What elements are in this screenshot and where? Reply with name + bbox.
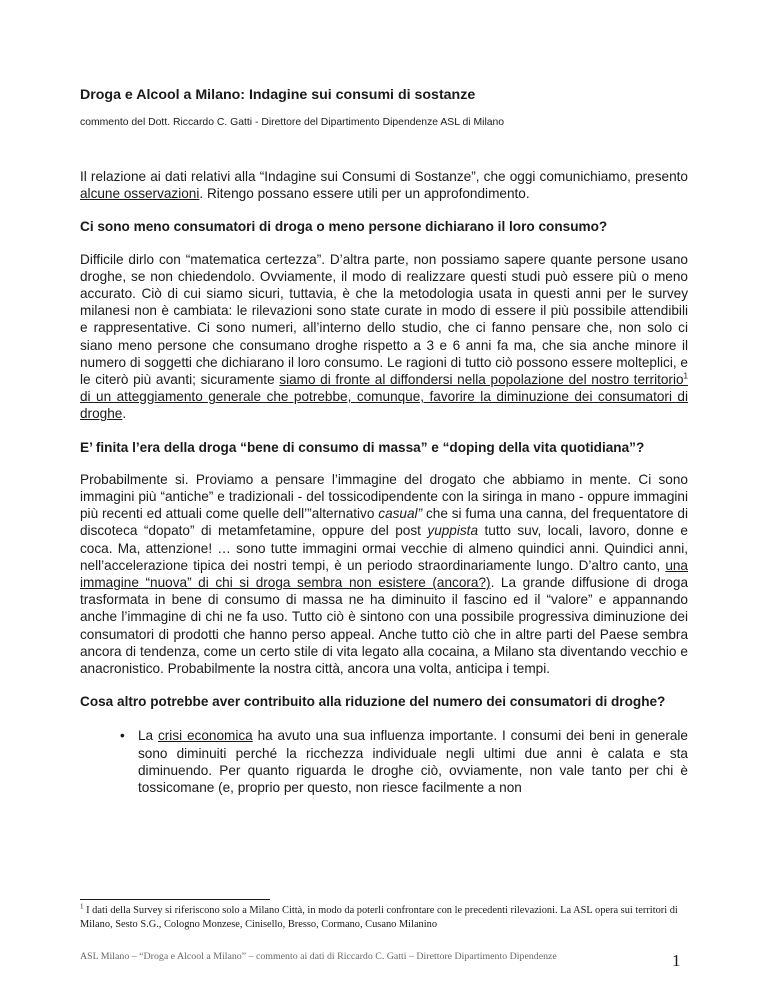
section1-underlined-part-b: di un atteggiamento generale che potrebbe, comunque, favorire la diminuzione dei consumatori di droghe xyxy=(80,389,688,422)
section2-text-b: che si fuma una canna, del frequentatore di discoteca “dopato” di metamfetamine, oppure del post xyxy=(80,506,688,539)
footnote-number: 1 xyxy=(80,902,84,911)
footnote xyxy=(80,904,692,931)
section2-heading: E’ finita l’era della droga “bene di consumo di massa” e “doping della vita quotidiana”? xyxy=(80,439,645,455)
section2-underlined-text: una immagine “nuova” di chi si droga sembra non esistere (ancora?) xyxy=(80,557,688,591)
section2-italic-casual: casual” xyxy=(378,506,423,522)
section1-underlined-part-a: siamo di fronte al diffondersi nella popolazione del nostro territorio xyxy=(279,372,684,388)
page-number: 1 xyxy=(672,951,681,970)
section2-paragraph xyxy=(80,471,688,677)
section1-heading: Ci sono meno consumatori di droga o meno persone dichiarano il loro consumo? xyxy=(80,219,608,235)
bullet1-text: ha avuto una sua influenza importante. I consumi dei beni in generale sono diminuiti perché la ricchezza individuale negli ultimi due anni è calata e sta diminuendo. Per quanto riguarda le droghe ciò, ovviamente, non vale tanto per chi è tossicomane (e, proprio per questo, non riesce facilmente a non xyxy=(138,728,688,796)
document-subtitle: commento del Dott. Riccardo C. Gatti - Direttore del Dipartimento Dipendenze ASL di Milano xyxy=(80,117,505,128)
section1-text: Difficile dirlo con “matematica certezza”. D’altra parte, non possiamo sapere quante persone usano droghe, se non chiedendolo. Ovviamente, il modo di realizzare questi studi può essere più o meno accurato. Ciò di cui siamo sicuri, tuttavia, è che la metodologia usata in questi anni per le survey milanesi non è cambiata: le rilevazioni sono state curate in modo di essere il più possibile attendibili e rappresentative. Ci sono numeri, all’interno dello studio, che ci fanno pensare che, non solo ci siano meno persone che consumano droghe rispetto a 3 e 6 anni fa ma, che sia anche minore il numero di soggetti che dichiarano il loro consumo. Le ragioni di tutto ciò possono essere molteplici, e le citerò più avanti; sicuramente xyxy=(80,251,688,388)
section3-bullet-list xyxy=(80,727,688,796)
list-item xyxy=(120,727,688,796)
bullet1-text-pre: La xyxy=(138,728,158,744)
section2-italic-yuppista: yuppista xyxy=(427,523,479,539)
section2-text-d: . La grande diffusione di droga trasformata in bene di consumo di massa ne ha diminuito il fascino ed il “valore” e appannando anche l’immagine di chi ne fa uso. Tutto ciò è sintono con una possibile progressiva diminuzione dei consumatori di prodotti che hanno perso appeal. Anche tutto ciò che in altre parti del Paese sembra ancora di tendenza, come un certo stile di vita legato alla cocaina, a Milano sta diventando vecchio e anacronistico. Probabilmente la nostra città, ancora una volta, anticipa i tempi. xyxy=(80,575,688,677)
document-title: Droga e Alcool a Milano: Indagine sui consumi di sostanze xyxy=(80,87,476,103)
intro-text-end: . Ritengo possano essere utili per un approfondimento. xyxy=(199,186,530,202)
section2-text-a: Probabilmente si. Proviamo a pensare l’immagine del drogato che abbiamo in mente. Ci sono immagini più “antiche” e tradizionali - del tossicodipendente con la siringa in mano - oppure immagini più recenti ed attuali come quelle dell’”alternativo xyxy=(80,471,688,522)
page-footer: ASL Milano – “Droga e Alcool a Milano” – commento ai dati di Riccardo C. Gatti – Direttore Dipartimento Dipendenze xyxy=(80,951,557,962)
intro-underlined-text: alcune osservazioni xyxy=(80,186,200,202)
section1-text-end: . xyxy=(122,406,127,422)
intro-paragraph xyxy=(80,168,688,202)
section1-paragraph xyxy=(80,251,688,423)
section2-text-c: tutto suv, locali, lavoro, donne e coca. Ma, attenzione! … sono tutte immagini ormai vecchie di almeno quindici anni. Quindici anni, nell’accelerazione tipica dei nostri tempi, è un periodo straordinariamente lungo. D’altro canto, xyxy=(80,523,688,573)
document-body xyxy=(80,86,688,796)
intro-text: Il relazione ai dati relativi alla “Indagine sui Consumi di Sostanze”, che oggi comunichiamo, presento xyxy=(80,169,688,184)
bullet1-underlined-text: crisi economica xyxy=(157,728,253,744)
footnote-divider xyxy=(80,899,270,900)
footnote-text: I dati della Survey si riferiscono solo a Milano Città, in modo da poterli confrontare con le precedenti rilevazioni. La ASL opera sui territori di Milano, Sesto S.G., Cologno Monzese, Cinisello, Bresso, Cormano, Cusano Milanino xyxy=(80,905,678,930)
section3-heading: Cosa altro potrebbe aver contribuito alla riduzione del numero dei consumatori di droghe? xyxy=(80,694,666,710)
footnote-reference: 1 xyxy=(683,371,688,381)
